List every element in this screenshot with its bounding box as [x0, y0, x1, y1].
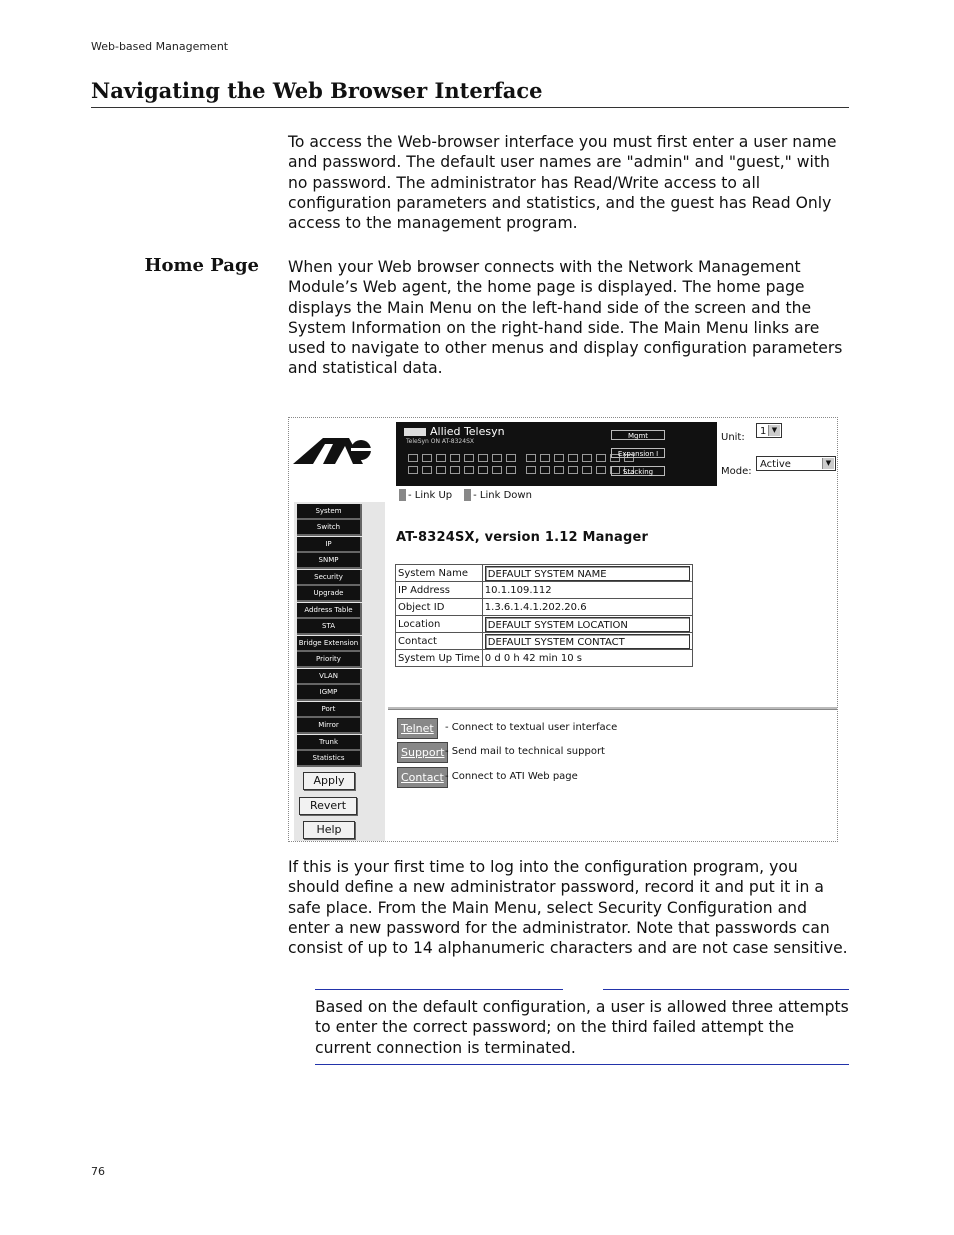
- port-icon[interactable]: [478, 454, 488, 462]
- port-icon[interactable]: [464, 466, 474, 474]
- port-icon[interactable]: [408, 454, 418, 462]
- port-icon[interactable]: [478, 466, 488, 474]
- port-icon[interactable]: [408, 466, 418, 474]
- port-icon[interactable]: [526, 454, 536, 462]
- mode-select[interactable]: [756, 456, 836, 471]
- port-icon[interactable]: [492, 454, 502, 462]
- menu-item-switch[interactable]: Switch: [297, 520, 362, 536]
- table-row: [396, 616, 693, 633]
- switch-front-panel: [396, 422, 717, 486]
- allied-telesyn-logo: [293, 436, 373, 466]
- telnet-link[interactable]: Telnet: [397, 718, 438, 739]
- menu-item-system[interactable]: System: [297, 504, 362, 520]
- port-icon[interactable]: [422, 466, 432, 474]
- port-icon[interactable]: [422, 454, 432, 462]
- system-info-table: [395, 564, 693, 667]
- home-page-screenshot: [288, 417, 838, 842]
- location-field[interactable]: DEFAULT SYSTEM LOCATION: [485, 617, 690, 632]
- system-name-field[interactable]: DEFAULT SYSTEM NAME: [485, 566, 690, 581]
- system-name-label: System Name: [396, 565, 483, 582]
- menu-item-sta[interactable]: STA: [297, 619, 362, 635]
- contact-link[interactable]: Contact: [397, 767, 448, 788]
- intro-paragraph: To access the Web-browser interface you must first enter a user name and password. The default user names are "admin" and "guest," with no password. The administrator has Read/Write access to all configuration parameters and statistics, and the guest has Read Only access to the management program.: [288, 133, 837, 233]
- port-icon[interactable]: [568, 466, 578, 474]
- note-top-rule-left: [315, 989, 563, 990]
- port-icon[interactable]: [596, 466, 606, 474]
- table-row: [396, 650, 693, 667]
- port-icon[interactable]: [568, 454, 578, 462]
- mgmt-button[interactable]: Mgmt: [611, 430, 665, 440]
- note-bottom-rule: [315, 1064, 849, 1065]
- object-id-value: 1.3.6.1.4.1.202.20.6: [482, 599, 692, 616]
- unit-label: Unit:: [721, 432, 745, 443]
- menu-item-snmp[interactable]: SNMP: [297, 553, 362, 569]
- chevron-down-icon: ▼: [768, 425, 780, 436]
- port-icon[interactable]: [540, 454, 550, 462]
- contact-label: Contact: [396, 633, 483, 650]
- menu-item-address-table[interactable]: Address Table: [297, 603, 362, 619]
- port-grid: [408, 454, 629, 475]
- port-icon[interactable]: [526, 466, 536, 474]
- menu-item-mirror[interactable]: Mirror: [297, 718, 362, 734]
- home-page-heading: Home Page: [144, 255, 259, 276]
- telnet-description: - Connect to textual user interface: [445, 722, 618, 733]
- chevron-down-icon: ▼: [822, 458, 834, 469]
- banner-brand: Allied Telesyn: [404, 425, 505, 438]
- divider: [388, 707, 837, 710]
- table-row: [396, 582, 693, 599]
- table-row: [396, 633, 693, 650]
- port-icon[interactable]: [540, 466, 550, 474]
- table-row: [396, 599, 693, 616]
- menu-item-vlan[interactable]: VLAN: [297, 669, 362, 685]
- unit-select[interactable]: [756, 423, 782, 438]
- port-icon[interactable]: [582, 454, 592, 462]
- menu-item-priority[interactable]: Priority: [297, 652, 362, 668]
- table-row: [396, 565, 693, 582]
- link-down-swatch: [464, 489, 471, 501]
- ip-address-value: 10.1.109.112: [482, 582, 692, 599]
- home-page-paragraph: When your Web browser connects with the Network Management Module’s Web agent, the home page is displayed. The home page displays the Main Menu on the left-hand side of the screen and the System Information on the right-hand side. The Main Menu links are used to navigate to other menus and display configuration parameters and statistical data.: [288, 258, 843, 378]
- contact-field[interactable]: DEFAULT SYSTEM CONTACT: [485, 634, 690, 649]
- port-icon[interactable]: [596, 454, 606, 462]
- revert-button[interactable]: Revert: [299, 797, 357, 815]
- link-up-label: - Link Up: [408, 490, 453, 501]
- menu-item-igmp[interactable]: IGMP: [297, 685, 362, 701]
- system-information: [388, 518, 837, 841]
- support-link[interactable]: Support: [397, 742, 448, 763]
- first-time-paragraph: If this is your first time to log into the configuration program, you should define a new administrator password, record it and put it in a safe place. From the Main Menu, select Security Configuration and enter a new password for the administrator. Note that passwords can consist of up to 14 alphanumeric characters and are not case sensitive.: [288, 858, 848, 958]
- note-paragraph: Based on the default configuration, a user is allowed three attempts to enter the correct password; on the third failed attempt the current connection is terminated.: [315, 998, 849, 1057]
- port-icon[interactable]: [554, 466, 564, 474]
- menu-item-upgrade[interactable]: Upgrade: [297, 586, 362, 602]
- system-up-time-value: 0 d 0 h 42 min 10 s: [482, 650, 692, 667]
- port-icon[interactable]: [450, 466, 460, 474]
- port-icon[interactable]: [506, 466, 516, 474]
- link-legend: [399, 489, 532, 501]
- stacking-button[interactable]: Stacking: [611, 466, 665, 476]
- menu-item-bridge-extension[interactable]: Bridge Extension: [297, 636, 362, 652]
- support-description: - Send mail to technical support: [445, 746, 605, 757]
- ip-address-label: IP Address: [396, 582, 483, 599]
- page-number: 76: [91, 1165, 105, 1178]
- help-button[interactable]: Help: [303, 821, 355, 839]
- expansion-button[interactable]: Expansion I: [611, 448, 665, 458]
- menu-item-trunk[interactable]: Trunk: [297, 735, 362, 751]
- location-label: Location: [396, 616, 483, 633]
- apply-button[interactable]: Apply: [303, 772, 355, 790]
- manager-title: AT-8324SX, version 1.12 Manager: [396, 530, 649, 545]
- menu-item-security[interactable]: Security: [297, 570, 362, 586]
- banner-model: TeleSyn ON AT-8324SX: [406, 438, 474, 445]
- link-down-label: - Link Down: [473, 490, 532, 501]
- port-icon[interactable]: [464, 454, 474, 462]
- note-top-rule-right: [603, 989, 849, 990]
- port-icon[interactable]: [554, 454, 564, 462]
- mode-label: Mode:: [721, 466, 752, 477]
- menu-item-statistics[interactable]: Statistics: [297, 751, 362, 767]
- port-icon[interactable]: [436, 466, 446, 474]
- link-up-swatch: [399, 489, 406, 501]
- object-id-label: Object ID: [396, 599, 483, 616]
- port-icon[interactable]: [582, 466, 592, 474]
- section-title: Navigating the Web Browser Interface: [91, 78, 849, 108]
- contact-description: - Connect to ATI Web page: [445, 771, 578, 782]
- running-head: Web-based Management: [91, 40, 229, 53]
- system-up-time-label: System Up Time: [396, 650, 483, 667]
- main-menu: [294, 502, 385, 841]
- port-icon[interactable]: [506, 454, 516, 462]
- menu-item-ip[interactable]: IP: [297, 537, 362, 553]
- port-icon[interactable]: [436, 454, 446, 462]
- port-icon[interactable]: [450, 454, 460, 462]
- unit-value: 1: [760, 426, 767, 437]
- mode-value: Active: [760, 459, 791, 470]
- port-icon[interactable]: [492, 466, 502, 474]
- menu-item-port[interactable]: Port: [297, 702, 362, 718]
